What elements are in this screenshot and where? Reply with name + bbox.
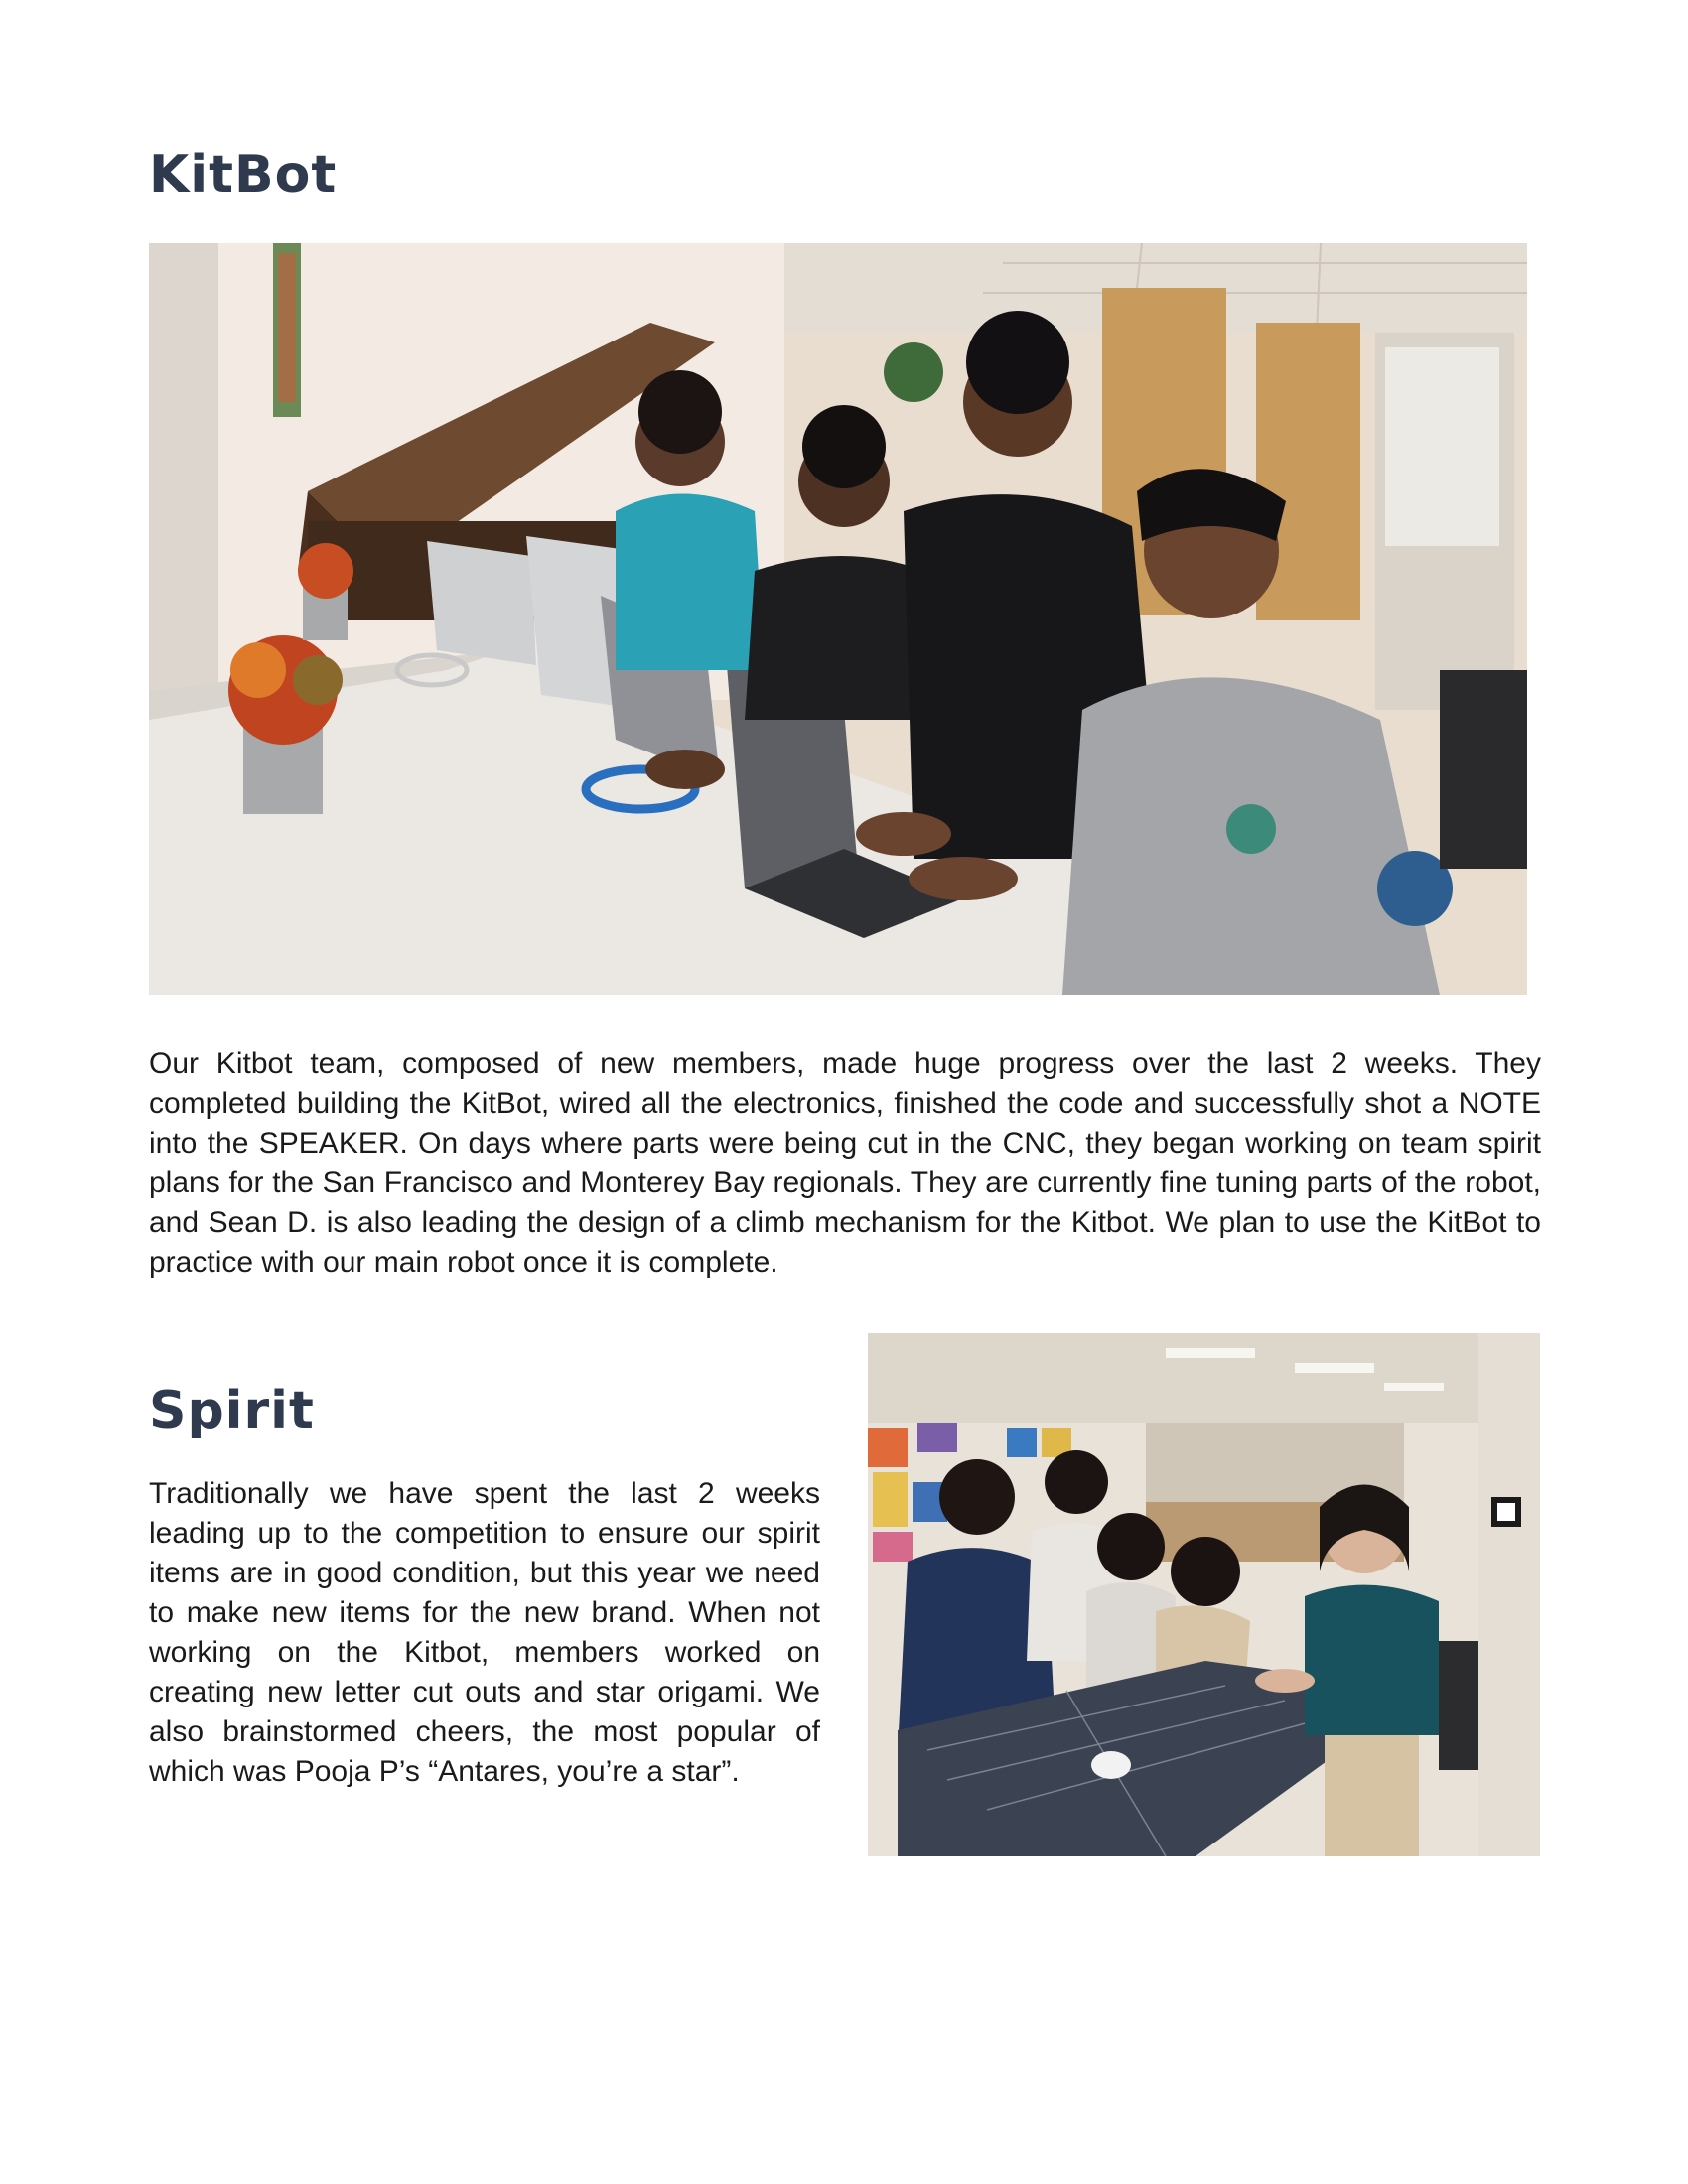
kitbot-paragraph: Our Kitbot team, composed of new members, made huge progress over the last 2 weeks. They completed building the KitBot, wired all the electronics, finished the code and successfully shot a NOTE into the SPEAKER. On days where parts were being cut in the CNC, they began working on team spirit plans for the San Francisco and Monterey Bay regionals. They are currently fine tuning parts of the robot, and Sean D. is also leading the design of a climb mechanism for the Kitbot. We plan to use the KitBot to practice with our main robot once it is complete. [149, 1047, 1541, 1279]
spirit-team-photo [868, 1333, 1540, 1856]
spirit-paragraph: Traditionally we have spent the last 2 weeks leading up to the competition to ensure our spirit items are in good condition, but this year we need to make new items for the new brand. When not working on the Kitbot, members worked on creating new letter cut outs and star origami. We also brainstormed cheers, the most popular of which was Pooja P’s “Antares, you’re a star”. [149, 1477, 820, 1788]
spirit-heading: Spirit [149, 1381, 315, 1440]
kitbot-photo-illustration [149, 243, 1527, 995]
kitbot-heading: KitBot [149, 145, 338, 205]
spirit-photo-illustration [868, 1333, 1540, 1856]
kitbot-team-photo [149, 243, 1527, 995]
